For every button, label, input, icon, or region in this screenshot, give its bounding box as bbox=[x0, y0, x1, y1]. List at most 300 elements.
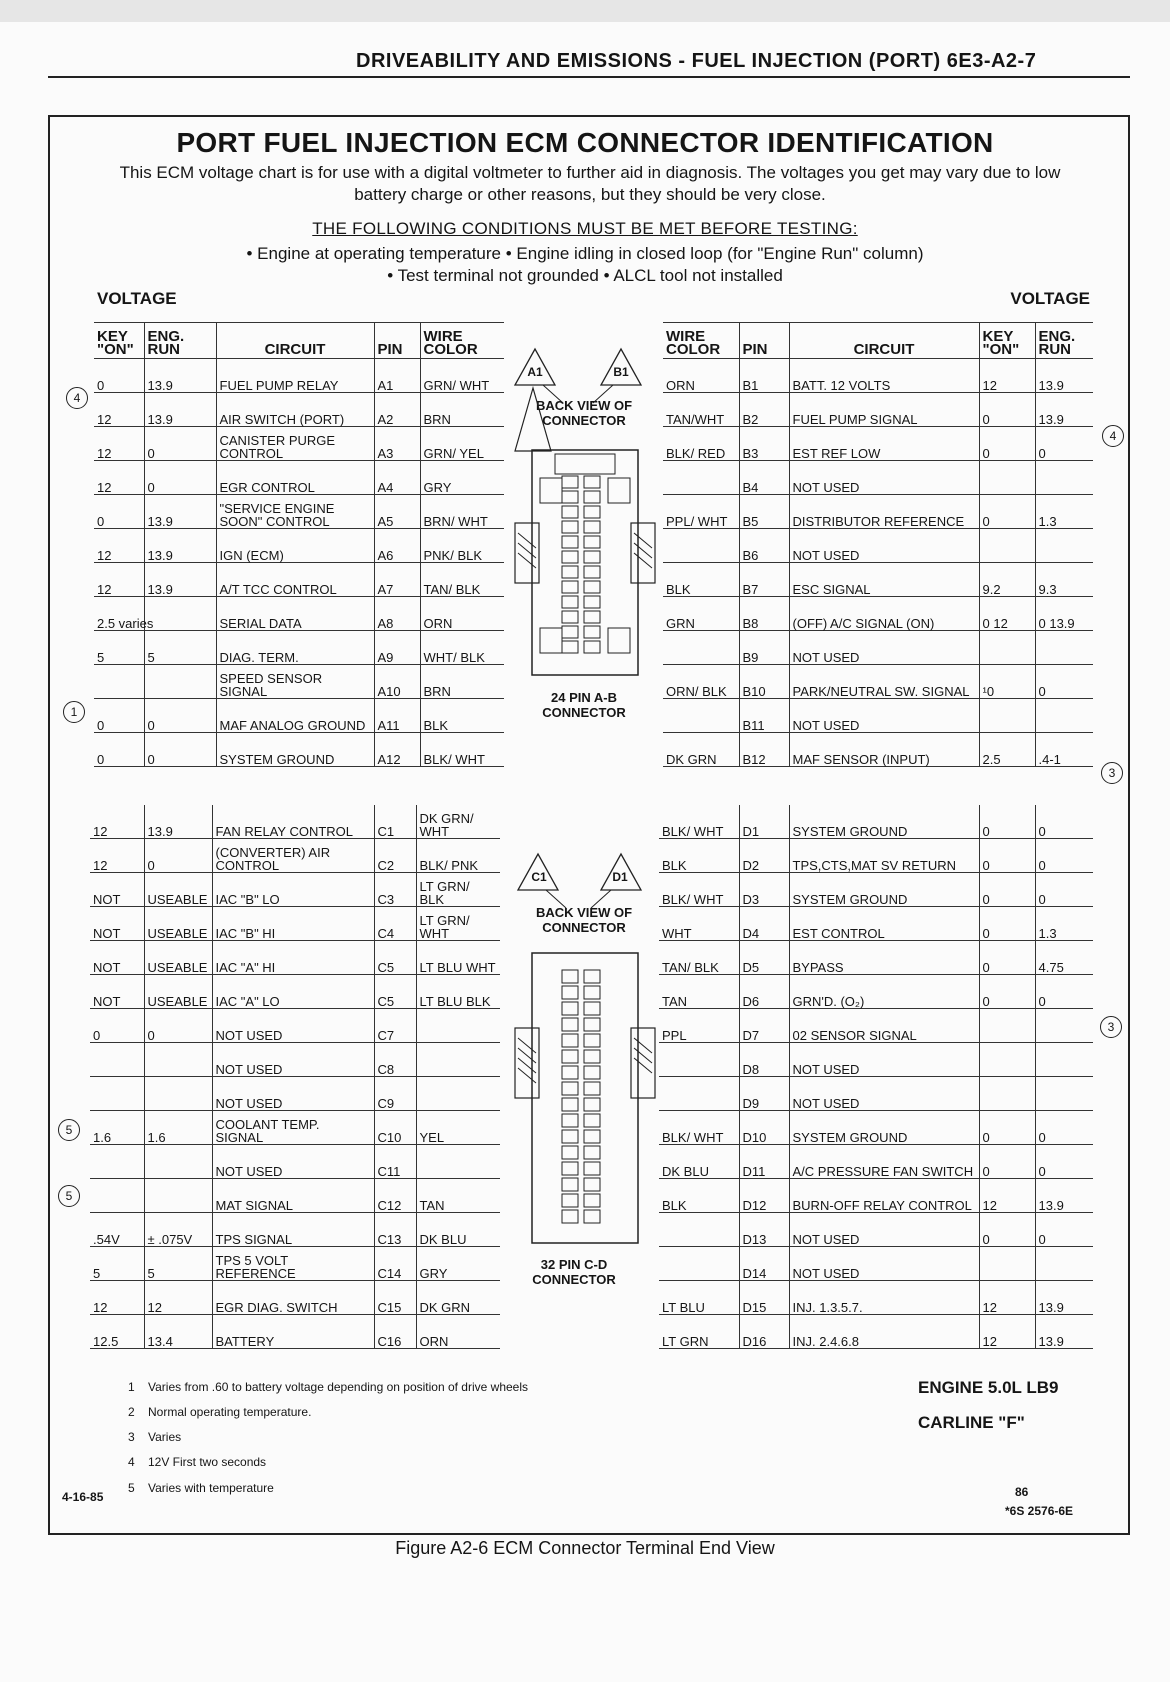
table-row bbox=[663, 393, 1093, 427]
cell-eng-run: 0 bbox=[144, 733, 216, 767]
conditions-line-2: • Test terminal not grounded • ALCL tool not installed bbox=[387, 266, 783, 285]
cell-wire: BRN bbox=[420, 665, 504, 699]
connector-pin-cavity bbox=[584, 596, 600, 608]
cell-eng-run: USEABLE bbox=[144, 873, 212, 907]
table-row bbox=[94, 393, 504, 427]
footnote-num: 1 bbox=[128, 1380, 135, 1394]
table-row bbox=[90, 907, 500, 941]
cell-wire bbox=[416, 1145, 500, 1179]
table-row bbox=[90, 1213, 500, 1247]
header-page-code: 6E3-A2-7 bbox=[946, 50, 1037, 72]
cell-key-on bbox=[90, 1043, 144, 1077]
cell-circuit: FUEL PUMP RELAY bbox=[216, 359, 374, 393]
cell-circuit: (OFF) A/C SIGNAL (ON) bbox=[789, 597, 979, 631]
marker-4-left: 4 bbox=[66, 387, 88, 409]
cell-pin: B7 bbox=[739, 563, 789, 597]
code-line-2: *6S 2576-6E bbox=[1005, 1504, 1074, 1518]
connector-pin-cavity bbox=[562, 1114, 578, 1127]
footnote-3 bbox=[128, 1430, 181, 1444]
cell-circuit: MAF SENSOR (INPUT) bbox=[789, 733, 979, 767]
cell-key-on bbox=[979, 699, 1035, 733]
table-row bbox=[659, 839, 1093, 873]
col-pin: PIN bbox=[374, 323, 420, 359]
table-row bbox=[659, 1009, 1093, 1043]
cell-eng-run: 0 bbox=[1035, 873, 1093, 907]
footnote-text: 12V First two seconds bbox=[148, 1455, 267, 1469]
cell-key-on bbox=[94, 665, 144, 699]
col-wire-color: WIRE COLOR bbox=[420, 323, 504, 359]
cell-wire: PPL/ WHT bbox=[663, 495, 739, 529]
code-line-1: 86 bbox=[1015, 1485, 1029, 1499]
cell-wire: BLK bbox=[659, 839, 739, 873]
cell-wire bbox=[663, 529, 739, 563]
connector-pin-cavity bbox=[584, 1162, 600, 1175]
cell-key-on bbox=[979, 1077, 1035, 1111]
cell-key-on: 12.5 bbox=[90, 1315, 144, 1349]
connector-cd-triangles bbox=[506, 850, 706, 910]
cell-key-on: 0 bbox=[979, 873, 1035, 907]
table-row bbox=[663, 495, 1093, 529]
cell-wire: GRY bbox=[416, 1247, 500, 1281]
cell-key-on: 1.6 bbox=[90, 1111, 144, 1145]
table-row bbox=[663, 631, 1093, 665]
tri-label-a1: A1 bbox=[527, 365, 543, 379]
connector-ab-view-label: BACK VIEW OF CONNECTOR bbox=[535, 398, 633, 428]
cell-wire bbox=[659, 1077, 739, 1111]
cell-wire: WHT/ BLK bbox=[420, 631, 504, 665]
conditions-heading: THE FOLLOWING CONDITIONS MUST BE MET BEFORE TESTING: bbox=[312, 219, 858, 238]
cell-key-on: 0 bbox=[94, 733, 144, 767]
connector-pin-cavity bbox=[584, 986, 600, 999]
connector-pin-cavity bbox=[584, 1178, 600, 1191]
table-row bbox=[659, 975, 1093, 1009]
cell-circuit: GRN'D. (O₂) bbox=[789, 975, 979, 1009]
table-row bbox=[659, 1315, 1093, 1349]
cell-wire: DK BLU bbox=[659, 1145, 739, 1179]
table-b-pins bbox=[663, 288, 1093, 767]
connector-pin-cavity bbox=[584, 1002, 600, 1015]
cell-key-on: 0 bbox=[979, 427, 1035, 461]
connector-pin-cavity bbox=[584, 970, 600, 983]
cell-pin: C10 bbox=[374, 1111, 416, 1145]
connector-ab-drawing bbox=[510, 448, 660, 688]
table-row bbox=[659, 1043, 1093, 1077]
cell-key-on: 0 bbox=[979, 1111, 1035, 1145]
cell-pin: B9 bbox=[739, 631, 789, 665]
cell-wire: BLK bbox=[659, 1179, 739, 1213]
marker-5-left-a: 5 bbox=[58, 1119, 80, 1141]
cell-wire: LT GRN/ BLK bbox=[416, 873, 500, 907]
cell-pin: D13 bbox=[739, 1213, 789, 1247]
connector-pin-cavity bbox=[562, 566, 578, 578]
connector-cd-name: 32 PIN C-D CONNECTOR bbox=[532, 1257, 616, 1287]
table-row bbox=[90, 1009, 500, 1043]
cell-key-on bbox=[979, 1247, 1035, 1281]
cell-circuit: COOLANT TEMP. SIGNAL bbox=[212, 1111, 374, 1145]
table-row bbox=[659, 1247, 1093, 1281]
cell-wire: DK BLU bbox=[416, 1213, 500, 1247]
table-row bbox=[663, 665, 1093, 699]
cell-wire: GRN/ YEL bbox=[420, 427, 504, 461]
cell-circuit: TPS SIGNAL bbox=[212, 1213, 374, 1247]
cell-circuit: IAC "A" HI bbox=[212, 941, 374, 975]
table-row bbox=[659, 941, 1093, 975]
cell-eng-run: 0 bbox=[1035, 1111, 1093, 1145]
col-key-on: KEY "ON" bbox=[94, 323, 144, 359]
cell-circuit: INJ. 2.4.6.8 bbox=[789, 1315, 979, 1349]
cell-circuit: BURN-OFF RELAY CONTROL bbox=[789, 1179, 979, 1213]
cell-pin: A1 bbox=[374, 359, 420, 393]
cell-circuit: EST REF LOW bbox=[789, 427, 979, 461]
cell-eng-run: 13.9 bbox=[144, 495, 216, 529]
connector-pin-cavity bbox=[584, 476, 600, 488]
cell-eng-run bbox=[1035, 631, 1093, 665]
cell-pin: A6 bbox=[374, 529, 420, 563]
cell-circuit: DISTRIBUTOR REFERENCE bbox=[789, 495, 979, 529]
cell-pin: B12 bbox=[739, 733, 789, 767]
cell-circuit: MAF ANALOG GROUND bbox=[216, 699, 374, 733]
connector-pin-cavity bbox=[584, 611, 600, 623]
cell-key-on: 12 bbox=[94, 461, 144, 495]
connector-pin-cavity bbox=[584, 1066, 600, 1079]
col-circuit: CIRCUIT bbox=[216, 323, 374, 359]
cell-pin: C4 bbox=[374, 907, 416, 941]
cell-wire: ORN/ BLK bbox=[663, 665, 739, 699]
connector-pin-cavity bbox=[584, 551, 600, 563]
top-strip bbox=[0, 0, 1170, 22]
header-rule bbox=[48, 76, 1130, 78]
cell-circuit: CANISTER PURGE CONTROL bbox=[216, 427, 374, 461]
cell-key-on: NOT bbox=[90, 941, 144, 975]
table-row bbox=[90, 873, 500, 907]
cell-wire: GRY bbox=[420, 461, 504, 495]
cell-circuit: (CONVERTER) AIR CONTROL bbox=[212, 839, 374, 873]
cell-circuit: BYPASS bbox=[789, 941, 979, 975]
connector-pin-cavity bbox=[562, 986, 578, 999]
cell-key-on: 0 12 bbox=[979, 597, 1035, 631]
connector-pin-cavity bbox=[562, 1002, 578, 1015]
cell-wire: LT BLU bbox=[659, 1281, 739, 1315]
cell-pin: B6 bbox=[739, 529, 789, 563]
connector-pin-cavity bbox=[562, 1034, 578, 1047]
marker-3-right-a: 3 bbox=[1101, 762, 1123, 784]
cell-eng-run: 0 bbox=[1035, 665, 1093, 699]
cell-key-on bbox=[979, 631, 1035, 665]
cell-pin: D10 bbox=[739, 1111, 789, 1145]
cell-wire: TAN bbox=[416, 1179, 500, 1213]
cell-pin: B2 bbox=[739, 393, 789, 427]
cell-circuit: SERIAL DATA bbox=[216, 597, 374, 631]
engine-label: ENGINE 5.0L LB9 bbox=[918, 1378, 1059, 1397]
connector-pin-cavity bbox=[584, 536, 600, 548]
cell-pin: D4 bbox=[739, 907, 789, 941]
cell-wire: DK GRN bbox=[663, 733, 739, 767]
table-row bbox=[94, 733, 504, 767]
footnote-text: Varies bbox=[148, 1430, 182, 1444]
tri-label-c1: C1 bbox=[531, 870, 547, 884]
cell-pin: D11 bbox=[739, 1145, 789, 1179]
connector-pin-cavity bbox=[584, 1034, 600, 1047]
cell-wire: TAN/ BLK bbox=[659, 941, 739, 975]
table-row bbox=[663, 461, 1093, 495]
cell-circuit: A/C PRESSURE FAN SWITCH bbox=[789, 1145, 979, 1179]
cell-circuit: NOT USED bbox=[789, 631, 979, 665]
col-wire-color: WIRE COLOR bbox=[663, 323, 739, 359]
cell-key-on: 12 bbox=[979, 359, 1035, 393]
cell-circuit: SYSTEM GROUND bbox=[789, 873, 979, 907]
voltage-label: VOLTAGE bbox=[94, 288, 504, 323]
cell-wire bbox=[416, 1077, 500, 1111]
cell-circuit: SYSTEM GROUND bbox=[789, 1111, 979, 1145]
connector-pin-cavity bbox=[562, 1162, 578, 1175]
cell-key-on: 0 bbox=[979, 495, 1035, 529]
cell-pin: D16 bbox=[739, 1315, 789, 1349]
cell-circuit: 02 SENSOR SIGNAL bbox=[789, 1009, 979, 1043]
cell-eng-run bbox=[1035, 1043, 1093, 1077]
cell-key-on: NOT bbox=[90, 907, 144, 941]
cell-eng-run: 0 bbox=[144, 461, 216, 495]
cell-pin: D8 bbox=[739, 1043, 789, 1077]
footnote-num: 2 bbox=[128, 1405, 135, 1419]
cell-eng-run: 0 13.9 bbox=[1035, 597, 1093, 631]
cell-wire bbox=[659, 1247, 739, 1281]
cell-eng-run: 0 bbox=[144, 699, 216, 733]
connector-pin-cavity bbox=[562, 536, 578, 548]
cell-eng-run: 13.9 bbox=[1035, 1281, 1093, 1315]
cell-eng-run: 0 bbox=[1035, 1213, 1093, 1247]
table-row bbox=[94, 427, 504, 461]
cell-key-on: 5 bbox=[94, 631, 144, 665]
cell-pin: D9 bbox=[739, 1077, 789, 1111]
cell-pin: B3 bbox=[739, 427, 789, 461]
marker-3-right-b: 3 bbox=[1100, 1016, 1122, 1038]
cell-key-on bbox=[90, 1145, 144, 1179]
footnote-num: 3 bbox=[128, 1430, 135, 1444]
cell-circuit: A/T TCC CONTROL bbox=[216, 563, 374, 597]
connector-pin-cavity bbox=[584, 641, 600, 653]
cell-wire bbox=[659, 1043, 739, 1077]
footnote-num: 5 bbox=[128, 1481, 135, 1495]
cell-key-on: 5 bbox=[90, 1247, 144, 1281]
cell-wire: ORN bbox=[663, 359, 739, 393]
cell-eng-run bbox=[1035, 1009, 1093, 1043]
col-circuit: CIRCUIT bbox=[789, 323, 979, 359]
cell-wire: WHT bbox=[659, 907, 739, 941]
cell-wire: LT BLU BLK bbox=[416, 975, 500, 1009]
table-row bbox=[94, 665, 504, 699]
table-row bbox=[90, 1111, 500, 1145]
connector-pin-cavity bbox=[584, 581, 600, 593]
cell-pin: C1 bbox=[374, 805, 416, 839]
cell-wire bbox=[416, 1009, 500, 1043]
voltage-label: VOLTAGE bbox=[663, 288, 1093, 323]
header-section: DRIVEABILITY AND EMISSIONS - FUEL INJECTION (PORT) bbox=[356, 50, 941, 72]
cell-key-on: 12 bbox=[90, 1281, 144, 1315]
cell-pin: A8 bbox=[374, 597, 420, 631]
cell-eng-run: 0 bbox=[1035, 975, 1093, 1009]
cell-pin: C3 bbox=[374, 873, 416, 907]
cell-eng-run: 13.9 bbox=[144, 393, 216, 427]
cell-eng-run: 12 bbox=[144, 1281, 212, 1315]
cell-eng-run bbox=[144, 597, 216, 631]
table-d-pins bbox=[659, 805, 1093, 1349]
cell-key-on: 0 bbox=[94, 495, 144, 529]
cell-key-on: 12 bbox=[979, 1179, 1035, 1213]
cell-pin: D6 bbox=[739, 975, 789, 1009]
table-row bbox=[90, 941, 500, 975]
col-eng-run: ENG. RUN bbox=[1035, 323, 1093, 359]
table-row bbox=[90, 1179, 500, 1213]
footnote-1 bbox=[128, 1380, 528, 1394]
cell-eng-run: ± .075V bbox=[144, 1213, 212, 1247]
marker-4-right: 4 bbox=[1102, 425, 1124, 447]
cell-pin: B8 bbox=[739, 597, 789, 631]
cell-key-on: 12 bbox=[94, 393, 144, 427]
connector-pin-cavity bbox=[584, 491, 600, 503]
footnote-4 bbox=[128, 1455, 266, 1469]
table-row bbox=[663, 563, 1093, 597]
date-label: 4-16-85 bbox=[62, 1490, 104, 1504]
cell-eng-run: 4.75 bbox=[1035, 941, 1093, 975]
cell-wire: BLK/ WHT bbox=[659, 805, 739, 839]
cell-wire: LT GRN/ WHT bbox=[416, 907, 500, 941]
col-eng-run: ENG. RUN bbox=[144, 323, 216, 359]
cell-pin: D5 bbox=[739, 941, 789, 975]
cell-key-on: 12 bbox=[90, 805, 144, 839]
cell-key-on: 12 bbox=[90, 839, 144, 873]
cell-key-on: 0 bbox=[979, 975, 1035, 1009]
cell-circuit: FUEL PUMP SIGNAL bbox=[789, 393, 979, 427]
cell-wire: ORN bbox=[416, 1315, 500, 1349]
figure-caption: Figure A2-6 ECM Connector Terminal End View bbox=[395, 1538, 775, 1558]
cell-key-on: 12 bbox=[94, 529, 144, 563]
cell-pin: C7 bbox=[374, 1009, 416, 1043]
cell-circuit: EGR CONTROL bbox=[216, 461, 374, 495]
cell-eng-run: 1.3 bbox=[1035, 495, 1093, 529]
cell-circuit: ESC SIGNAL bbox=[789, 563, 979, 597]
cell-key-on: 2.5 varies bbox=[94, 597, 144, 631]
cell-wire: BLK/ RED bbox=[663, 427, 739, 461]
chart-title: PORT FUEL INJECTION ECM CONNECTOR IDENTIFICATION bbox=[176, 127, 994, 158]
table-row bbox=[94, 631, 504, 665]
cell-circuit: IGN (ECM) bbox=[216, 529, 374, 563]
table-row bbox=[663, 359, 1093, 393]
cell-wire bbox=[659, 1213, 739, 1247]
cell-circuit: MAT SIGNAL bbox=[212, 1179, 374, 1213]
connector-pin-cavity bbox=[584, 506, 600, 518]
cell-eng-run: 13.4 bbox=[144, 1315, 212, 1349]
tri-label-d1: D1 bbox=[612, 870, 628, 884]
cell-circuit: IAC "B" HI bbox=[212, 907, 374, 941]
cell-key-on: 12 bbox=[94, 563, 144, 597]
cell-eng-run: 0 bbox=[144, 839, 212, 873]
connector-pin-cavity bbox=[584, 1018, 600, 1031]
cell-wire: TAN/ BLK bbox=[420, 563, 504, 597]
connector-pin-cavity bbox=[562, 581, 578, 593]
table-row bbox=[90, 805, 500, 839]
cell-wire: BRN bbox=[420, 393, 504, 427]
cell-eng-run: 1.6 bbox=[144, 1111, 212, 1145]
cell-circuit: EGR DIAG. SWITCH bbox=[212, 1281, 374, 1315]
table-row bbox=[94, 495, 504, 529]
table-row bbox=[659, 1145, 1093, 1179]
cell-wire bbox=[663, 699, 739, 733]
marker-5-left-b: 5 bbox=[58, 1185, 80, 1207]
cell-key-on: 0 bbox=[979, 907, 1035, 941]
cell-pin: C5 bbox=[374, 975, 416, 1009]
table-a-pins bbox=[94, 288, 504, 767]
table-row bbox=[94, 461, 504, 495]
cell-circuit: BATTERY bbox=[212, 1315, 374, 1349]
cell-key-on: 0 bbox=[979, 839, 1035, 873]
cell-eng-run bbox=[1035, 529, 1093, 563]
cell-eng-run: 1.3 bbox=[1035, 907, 1093, 941]
cell-pin: C13 bbox=[374, 1213, 416, 1247]
connector-pin-cavity bbox=[562, 506, 578, 518]
col-pin: PIN bbox=[739, 323, 789, 359]
cell-eng-run: 13.9 bbox=[144, 529, 216, 563]
connector-pin-cavity bbox=[584, 1146, 600, 1159]
cell-eng-run bbox=[1035, 699, 1093, 733]
cell-key-on: 0 bbox=[90, 1009, 144, 1043]
cell-eng-run: 0 bbox=[144, 1009, 212, 1043]
cell-eng-run: 5 bbox=[144, 1247, 212, 1281]
cell-eng-run: 13.9 bbox=[144, 805, 212, 839]
cell-wire: DK GRN bbox=[416, 1281, 500, 1315]
connector-pin-cavity bbox=[562, 1194, 578, 1207]
cell-circuit: NOT USED bbox=[789, 699, 979, 733]
cell-pin: D3 bbox=[739, 873, 789, 907]
cell-pin: B11 bbox=[739, 699, 789, 733]
cell-eng-run bbox=[1035, 1077, 1093, 1111]
cell-key-on: 0 bbox=[94, 699, 144, 733]
table-row bbox=[94, 699, 504, 733]
col-key-on: KEY "ON" bbox=[979, 323, 1035, 359]
cell-circuit: DIAG. TERM. bbox=[216, 631, 374, 665]
cell-eng-run bbox=[144, 665, 216, 699]
cell-eng-run bbox=[144, 1179, 212, 1213]
cell-key-on: 0 bbox=[979, 1213, 1035, 1247]
cell-circuit: NOT USED bbox=[212, 1077, 374, 1111]
table-row bbox=[90, 1077, 500, 1111]
cell-wire: GRN/ WHT bbox=[420, 359, 504, 393]
connector-pin-cavity bbox=[562, 596, 578, 608]
cell-eng-run bbox=[144, 1077, 212, 1111]
table-row bbox=[659, 1281, 1093, 1315]
cell-key-on: .54V bbox=[90, 1213, 144, 1247]
cell-wire: BLK/ WHT bbox=[659, 873, 739, 907]
connector-pin-cavity bbox=[584, 626, 600, 638]
carline-label: CARLINE "F" bbox=[918, 1413, 1025, 1432]
cell-pin: D2 bbox=[739, 839, 789, 873]
cell-eng-run: USEABLE bbox=[144, 907, 212, 941]
connector-pin-cavity bbox=[584, 566, 600, 578]
cell-pin: C14 bbox=[374, 1247, 416, 1281]
cell-circuit: "SERVICE ENGINE SOON" CONTROL bbox=[216, 495, 374, 529]
cell-eng-run bbox=[144, 1145, 212, 1179]
cell-eng-run: 13.9 bbox=[1035, 359, 1093, 393]
cell-wire bbox=[663, 631, 739, 665]
connector-pin-cavity bbox=[562, 1066, 578, 1079]
table-row bbox=[90, 1043, 500, 1077]
footnote-num: 4 bbox=[128, 1455, 135, 1469]
cell-wire: PPL bbox=[659, 1009, 739, 1043]
cell-eng-run: USEABLE bbox=[144, 975, 212, 1009]
cell-pin: C15 bbox=[374, 1281, 416, 1315]
table-row bbox=[659, 873, 1093, 907]
connector-pin-cavity bbox=[584, 521, 600, 533]
cell-pin: D14 bbox=[739, 1247, 789, 1281]
